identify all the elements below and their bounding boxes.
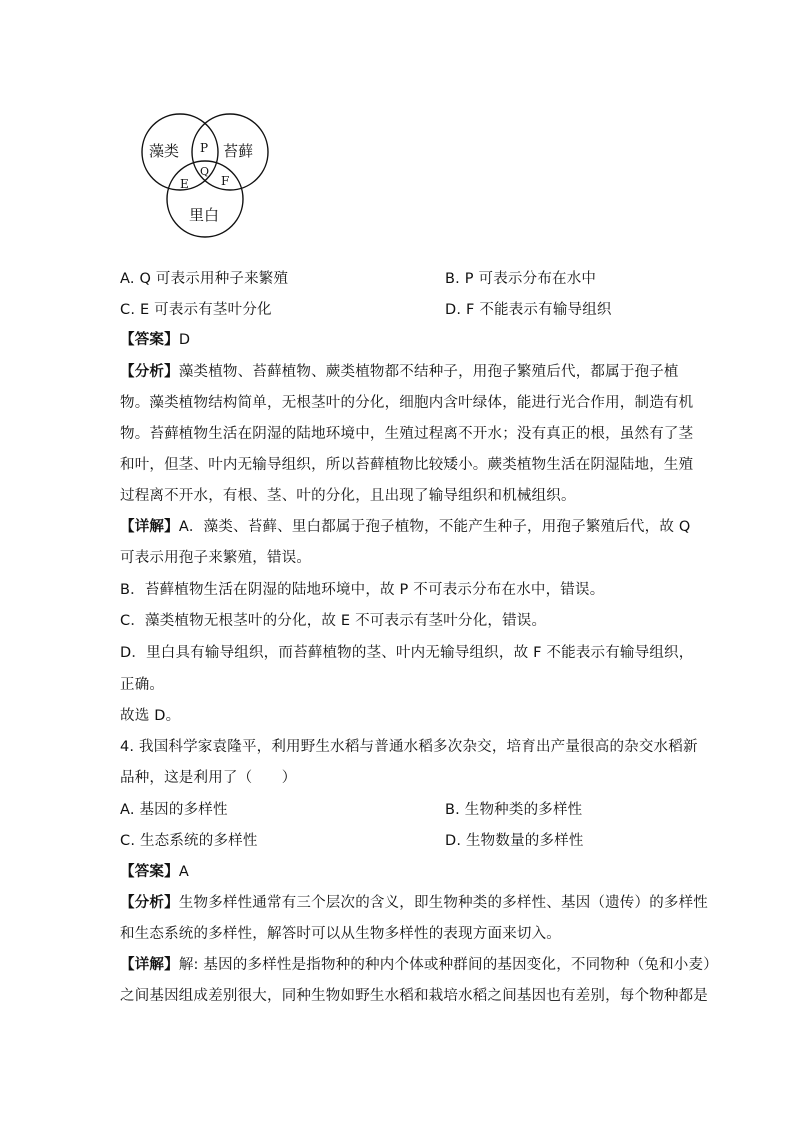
- q3-answer: [120, 330, 190, 350]
- q3-analysis-line-2: 物。藻类植物结构简单，无根茎叶的分化，细胞内含叶绿体，能进行光合作用，制造有机: [120, 395, 694, 411]
- answer-value: D: [178, 332, 191, 348]
- q4-analysis-line-1: [120, 893, 708, 913]
- detail-tag: 【详解】: [120, 957, 179, 973]
- detail-text: 解: 基因的多样性是指物种的种内个体或种群间的基因变化，不同物种（兔和小麦）: [178, 957, 718, 973]
- q3-detail-line-7: 故选 D。: [120, 708, 181, 724]
- answer-tag: 【答案】: [120, 332, 179, 348]
- venn-label-libai: 里白: [189, 206, 220, 224]
- answer-value: A: [178, 864, 189, 880]
- q3-detail-line-4: C．藻类植物无根茎叶的分化，故 E 不可表示有茎叶分化，错误。: [120, 613, 547, 629]
- answer-tag: 【答案】: [120, 864, 179, 880]
- q4-option-c: C. 生态系统的多样性: [120, 833, 258, 849]
- q3-option-a: A. Q 可表示用种子来繁殖: [120, 271, 289, 287]
- analysis-text: 藻类植物、苔藓植物、蕨类植物都不结种子，用孢子繁殖后代，都属于孢子植: [178, 364, 679, 380]
- q4-detail-line-2: 之间基因组成差别很大，同种生物如野生水稻和栽培水稻之间基因也有差别，每个物种都是: [120, 988, 708, 1004]
- analysis-tag: 【分析】: [120, 895, 179, 911]
- analysis-text: 生物多样性通常有三个层次的含义，即生物种类的多样性、基因（遗传）的多样性: [178, 895, 709, 911]
- venn-diagram: [128, 112, 288, 242]
- q3-analysis-line-3: 物。苔藓植物生活在阴湿的陆地环境中，生殖过程离不开水；没有真正的根，虽然有了茎: [120, 426, 694, 442]
- q4-stem-line-1: 4. 我国科学家袁隆平，利用野生水稻与普通水稻多次杂交，培育出产量很高的杂交水稻新: [120, 739, 698, 755]
- venn-region-q: Q: [200, 165, 210, 178]
- q4-answer: [120, 862, 189, 882]
- venn-label-moss: 苔藓: [223, 142, 254, 160]
- q4-analysis-line-2: 和生态系统的多样性，解答时可以从生物多样性的表现方面来切入。: [120, 926, 561, 942]
- q3-analysis-line-4: 和叶，但茎、叶内无输导组织，所以苔藓植物比较矮小。蕨类植物生活在阴湿陆地，生殖: [120, 457, 694, 473]
- q3-option-d: D. F 不能表示有输导组织: [445, 302, 612, 318]
- q3-detail-line-6: 正确。: [120, 677, 165, 693]
- q4-stem-line-2: 品种，这是利用了（ ）: [120, 770, 297, 786]
- venn-region-p: P: [200, 141, 209, 155]
- venn-region-f: F: [221, 174, 230, 188]
- q4-detail-line-1: [120, 955, 718, 975]
- q3-analysis-line-1: [120, 362, 679, 382]
- q4-option-a: A. 基因的多样性: [120, 802, 228, 818]
- q3-detail-line-5: D．里白具有输导组织，而苔藓植物的茎、叶内无输导组织，故 F 不能表示有输导组织，: [120, 645, 694, 661]
- q4-option-b: B. 生物种类的多样性: [445, 802, 583, 818]
- q3-option-c: C. E 可表示有茎叶分化: [120, 302, 272, 318]
- q3-analysis-line-5: 过程离不开水，有根、茎、叶的分化，且出现了输导组织和机械组织。: [120, 488, 576, 504]
- q3-option-b: B. P 可表示分布在水中: [445, 271, 597, 287]
- q3-detail-line-1: [120, 517, 690, 537]
- detail-text: A．藻类、苔藓、里白都属于孢子植物，不能产生种子，用孢子繁殖后代，故 Q: [178, 519, 691, 535]
- venn-label-algae: 藻类: [149, 142, 180, 160]
- q3-detail-line-2: 可表示用孢子来繁殖，错误。: [120, 550, 312, 566]
- venn-region-e: E: [180, 177, 189, 191]
- analysis-tag: 【分析】: [120, 364, 179, 380]
- q3-detail-line-3: B．苔藓植物生活在阴湿的陆地环境中，故 P 不可表示分布在水中，错误。: [120, 582, 605, 598]
- detail-tag: 【详解】: [120, 519, 179, 535]
- q4-option-d: D. 生物数量的多样性: [445, 833, 584, 849]
